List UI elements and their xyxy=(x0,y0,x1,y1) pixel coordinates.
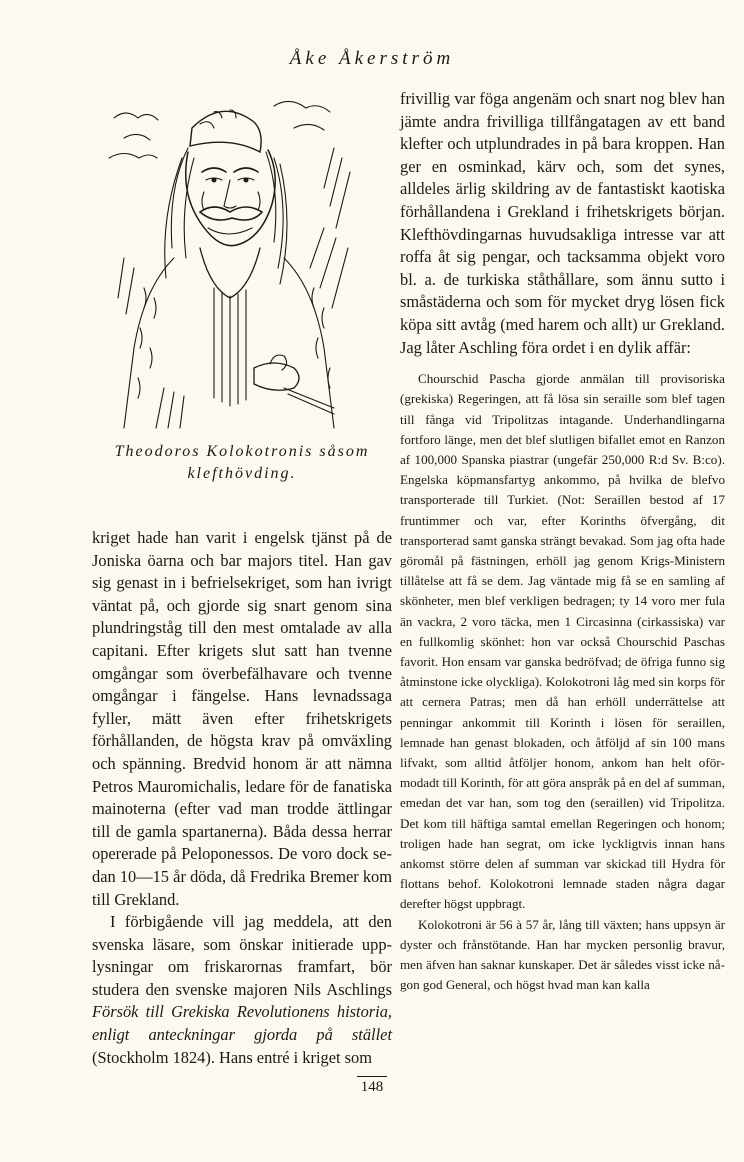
page-number-rule xyxy=(357,1076,387,1077)
page-number xyxy=(0,1076,744,1096)
quote-paragraph-1: Chourschid Pascha gjorde anmälan till provisoriska (grekiska) Regeringen, att få lösa sin seraille som blef tagen till fånga vid Tripolitzas intagande. Underhandlingarna fortforo länge, men det blef slutligen bifallet emot en Ranzon af 100,000 Spanska piastrar (ungefär 250,000 R:d Sv. B:co). Engelska köpmansfartyg ankommo, på hvilka de blefvo transporterade till Turkiet. (Not: Seraillen bestod af 17 fruntimmer och var, efter Korinths öfvergång, dit transporterad samt ganska strängt bevakad. Som jag ofta hade göromål på fästningen, erhöll jag genom Krigs-Ministern tillåtelse att få se dem. Jag väntade mig få se en samling af skönheter, men blef verkligen bedragen; ty 14 voro mer fula än vackra, 2 voro täcka, men 1 Circasinna (cirkassiska) var en fullkomlig skönhet: hon var också Chourschid Paschas favorit. Hon ensam var ganska bedröfvad; de öfriga funno sig åtminstone icke olyckliga). Kolokotroni låg med sin korps för att cernera Patras; men då han erhöll underrättelse att penningar ankommit till Korinth i lösen för seraillen, lemnade han genast blokaden, och åtföljd af sin 100 mans lifvakt, som alltid åtföljer honom, ankom han helt oförmodadt till Korinth, för att göra anspråk på en del af summan, emedan det var han, som tog den (seraillen) vid Tripolitza. Det kom till häftiga samtal emellan Regeringen och honom; troligen hade han segrat, om icke lyckligtvis innan hans ankomst större delen af summan var skickad till Hydra för flottans behof. Kolokotroni lemnade staden några dagar derefter högst uppbragt. xyxy=(400,371,725,912)
right-paragraph-1: frivillig var föga angenäm och snart nog blev han jämte andra frivilliga tillfångatagen av ett band klefter och utplundrades in på bara kroppen. Han ger en osminkad, kärv och, som det synes, alldeles ärlig skildring av de fantastiskt kaotiska förhållandena i Grekland i frihetskrigets början. Klefthövdingarnas huvudsakliga intresse var att roffa åt sig pengar, och tacksamma objekt voro bl. a. de turkiska ståthållare, som ännu sutto i småstäderna och som för mycket dryg lösen fick köpa sitt avtåg (med harem och allt) ur Grekland. Jag låter Aschling föra ordet i en dylik affär: xyxy=(400,89,725,357)
block-quote xyxy=(400,369,725,995)
left-column xyxy=(92,88,392,1069)
caption-line-2: klefthövding. xyxy=(187,465,297,482)
page-number-text: 148 xyxy=(360,1079,384,1095)
left-column-body xyxy=(92,527,392,1069)
running-header: Åke Åkerström xyxy=(289,48,455,69)
caption-line-1: Theodoros Kolokotronis såsom xyxy=(114,443,370,460)
book-title: Försök till Grekiska Revolutionens historia, enligt anteckningar gjorda på stället xyxy=(92,1002,392,1045)
portrait-of-kolokotronis xyxy=(104,88,374,433)
right-column-body xyxy=(400,88,725,359)
left-paragraph-2-end: (Stockholm 1824). Hans entré i kriget som xyxy=(92,1047,372,1067)
left-paragraph-2-start: I förbigående vill jag meddela, att den svenska läsare, som önskar initierade upplysningar om friskarornas framfart, bör studera den svenske majoren Nils Aschlings xyxy=(92,912,392,999)
quote-paragraph-2: Kolokotroni är 56 à 57 år, lång till växten; hans uppsyn är dyster och frånstötande. Han har mycken personlig bravur, men äfven han saknar kunskaper. Det är således visst icke någon god General, och högst hvad man kan kalla xyxy=(400,916,725,993)
right-column xyxy=(400,88,725,995)
left-paragraph-2 xyxy=(92,911,392,1069)
illustration-caption xyxy=(92,441,392,485)
left-paragraph-1: kriget hade han varit i engelsk tjänst på de Joniska öarna och bar majors titel. Han gav sig genast in i befrielsekriget, som han ivrigt väntat på, och gjorde sig snart genom sina plundringståg till den mest omtalade av alla capitani. Efter krigets slut satt han tvenne omgångar som överbefälhavare och tvenne omgångar i fängelse. Hans levnadssaga fyller, mätt även efter frihetskrigets förhållanden, de högsta krav på omväxling och spänning. Bredvid honom är att nämna Petros Mauromichalis, ledare för de fanatiska mainoterna (efter vad man trodde ättlingar till de gamla spartanerna). Båda dessa herrar opererade på Peloponessos. De voro dock sedan 10—15 år döda, då Fredrika Bremer kom till Grekland. xyxy=(92,528,392,909)
